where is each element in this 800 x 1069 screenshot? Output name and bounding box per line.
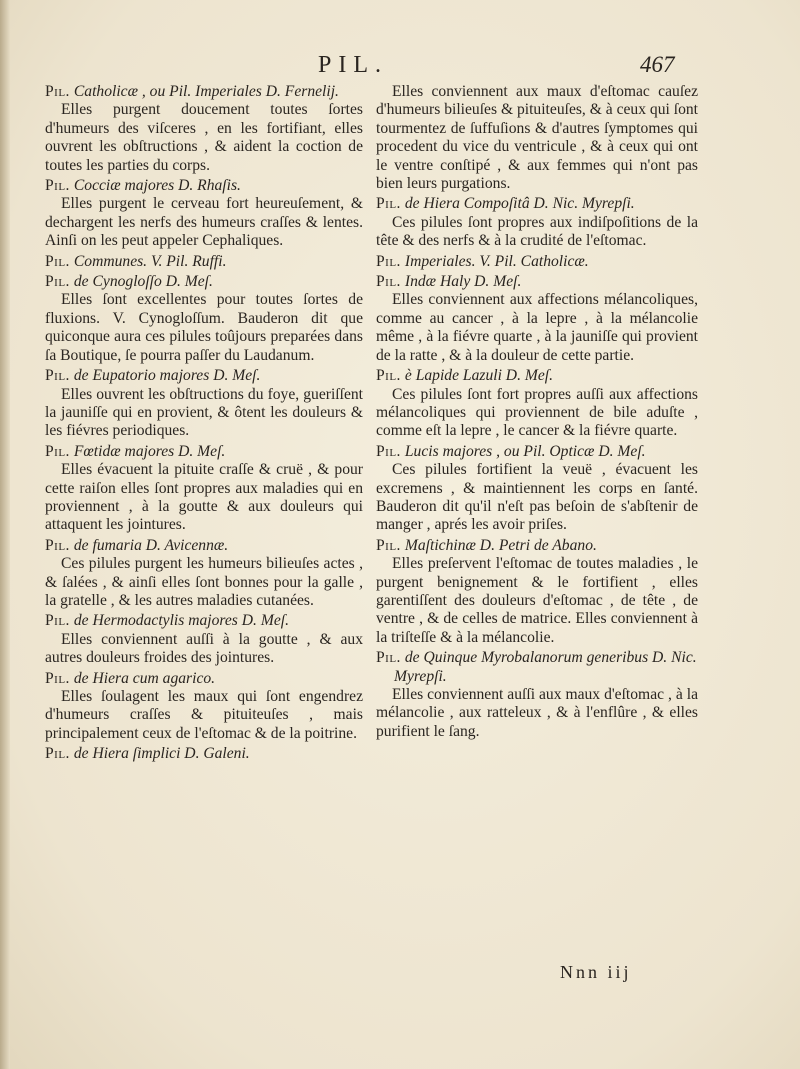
left-column [45,83,363,766]
pill-entry [376,83,698,193]
pill-entry [45,745,363,763]
pill-entry [376,195,698,250]
entry-prefix: Pil. [45,745,70,763]
pill-entry [45,537,363,611]
entry-title: de Hermodactylis majores D. Meſ. [73,612,289,630]
entry-title: Maſtichinæ D. Petri de Abano. [404,536,597,554]
page-header [0,52,800,82]
entry-body: Elles purgent le cerveau fort heureuſement, & dechargent les nerfs des humeurs craſſes & lentes. Ainſi on les peut appeler Cephaliques. [45,195,363,250]
entry-prefix: Pil. [376,252,401,270]
entry-heading [376,443,698,461]
entry-heading [376,273,698,291]
entry-title: de Cynogloſſo D. Meſ. [73,273,213,291]
entry-heading [376,195,698,213]
entry-heading [376,253,698,271]
running-head: PIL. [318,52,388,78]
right-column [376,83,698,743]
pill-entry [45,253,363,271]
entry-body: Elles conviennent aux maux d'eſtomac cauſez d'humeurs bilieuſes & pituiteuſes, & à ceux qui ſont tourmentez de ſuffuſions & d'autres ſymptomes qui procedent du vice du ventricule , & à ceux qui ont le ventre conſtipé , & aux femmes qui n'ont pas bien leurs purgations. [376,83,698,193]
entry-prefix: Pil. [45,83,70,100]
entry-heading [45,745,363,763]
entry-body: Elles conviennent auſſi aux maux d'eſtomac , à la mélancolie , aux ratteleux , & à l'enflûre , & elles purifient le ſang. [376,686,698,740]
pill-entry [45,443,363,535]
entry-prefix: Pil. [45,367,70,385]
entry-heading [376,649,698,686]
entry-body: Ces pilules ſont propres aux indiſpoſitions de la tête & des nerfs & à la crudité de l'eſtomac. [376,213,698,250]
entry-prefix: Pil. [376,536,401,554]
entry-prefix: Pil. [376,195,401,213]
entry-title: Catholicæ , ou Pil. Imperiales D. Fernelij. [73,83,339,100]
entry-heading [376,367,698,385]
pill-entry [376,649,698,741]
pill-entry [45,612,363,667]
pill-entry [376,443,698,535]
entry-body: Elles preſervent l'eſtomac de toutes maladies , le purgent benignement & le fortifient , elles garentiſſent des douleurs d'eſtomac , de tête , de ventre , & de celles de matrice. Elles conviennent à la triſteſſe & à la mélancolie. [376,555,698,646]
entry-prefix: Pil. [45,177,70,195]
pill-entry [45,670,363,744]
pill-entry [45,367,363,441]
entry-title: de fumaria D. Avicennæ. [73,536,229,554]
entry-title: Indæ Haly D. Meſ. [404,273,522,291]
entry-heading [45,443,363,461]
entry-heading [45,253,363,271]
page-gutter-shadow [0,0,10,1069]
entry-heading [45,83,363,101]
pill-entry [45,177,363,251]
entry-body: Elles conviennent aux affections mélancoliques, comme au cancer , à la lepre , à la mélancolie même , à la fiévre quarte , à la jauniſſe qui provient de la ratte , & à la douleur de cette partie. [376,291,698,364]
entry-title: de Hiera ſimplici D. Galeni. [73,745,250,763]
entry-prefix: Pil. [45,536,70,554]
entry-title: Imperiales. V. Pil. Catholicæ. [404,252,589,270]
entry-title: de Hiera Compoſitâ D. Nic. Myrepſi. [404,195,635,213]
entry-body: Elles ſont excellentes pour toutes ſortes de fluxions. V. Cynogloſſum. Bauderon dit que quiconque aura ces pilules toûjours preparées dans ſa Boutique, ſe pourra paſſer du Laudanum. [45,291,363,364]
entry-prefix: Pil. [45,612,70,630]
entry-heading [45,670,363,688]
page-number: 467 [640,52,675,77]
entry-heading [45,537,363,555]
entry-body: Ces pilules ſont fort propres auſſi aux affections mélancoliques qui proviennent de bile aduſte , comme eſt la lepre , le cancer & la fiévre quarte. [376,385,698,440]
entry-prefix: Pil. [376,442,401,460]
entry-title: Lucis majores , ou Pil. Opticæ D. Meſ. [404,442,646,460]
entry-body: Elles purgent doucement toutes ſortes d'humeurs des viſceres , en les fortifiant, elles ouvrent les obſtructions , & aident la coction de toutes les parties du corps. [45,101,363,174]
entry-heading [376,537,698,555]
pill-entry [45,83,363,175]
entry-body: Ces pilules fortifient la veuë , évacuent les excremens , & maintiennent les corps en ſanté. Bauderon dit qu'il n'eſt pas beſoin de s'abſtenir de manger , aprés les avoir priſes. [376,461,698,534]
entry-body: Elles conviennent auſſi à la goutte , & aux autres douleurs froides des jointures. [45,630,363,667]
entry-title: de Hiera cum agarico. [73,669,216,687]
entry-prefix: Pil. [45,273,70,291]
entry-prefix: Pil. [45,442,70,460]
entry-title: de Eupatorio majores D. Meſ. [73,367,261,385]
entry-title: Communes. V. Pil. Ruffi. [73,252,227,270]
pill-entry [376,253,698,271]
entry-body: Elles ſoulagent les maux qui ſont engendrez d'humeurs craſſes & pituiteuſes , mais principalement ceux de l'eſtomac & de la poitrine. [45,688,363,742]
entry-body: Elles ouvrent les obſtructions du foye, gueriſſent la jauniſſe qui en provient, & ôtent les douleurs & les fiévres periodiques. [45,385,363,440]
entry-prefix: Pil. [376,273,401,291]
pill-entry [45,273,363,365]
entry-title: Fœtidæ majores D. Meſ. [73,442,226,460]
pill-entry [376,367,698,441]
entry-title: de Quinque Myrobalanorum generibus D. Nic. Myrepſi. [394,649,697,685]
entry-heading [45,177,363,195]
entry-prefix: Pil. [376,649,401,667]
entry-heading [45,612,363,630]
entry-prefix: Pil. [45,669,70,687]
entry-body: Ces pilules purgent les humeurs bilieuſes actes , & ſalées , & ainſi elles ſont bonnes pour la galle , la gratelle , & les autres maladies cutanées. [45,555,363,609]
entry-prefix: Pil. [376,367,401,385]
pill-entry [376,537,698,647]
pill-entry [376,273,698,365]
entry-title: Cocciæ majores D. Rhaſis. [73,177,241,195]
entry-body: Elles évacuent la pituite craſſe & cruë , & pour cette raiſon elles ſont propres aux maladies qui en proviennent , à la goutte & aux douleurs qui attaquent les jointures. [45,461,363,534]
entry-heading [45,367,363,385]
entry-heading [45,273,363,291]
entry-title: è Lapide Lazuli D. Meſ. [404,367,554,385]
printer-signature: Nnn iij [560,962,632,982]
entry-prefix: Pil. [45,252,70,270]
